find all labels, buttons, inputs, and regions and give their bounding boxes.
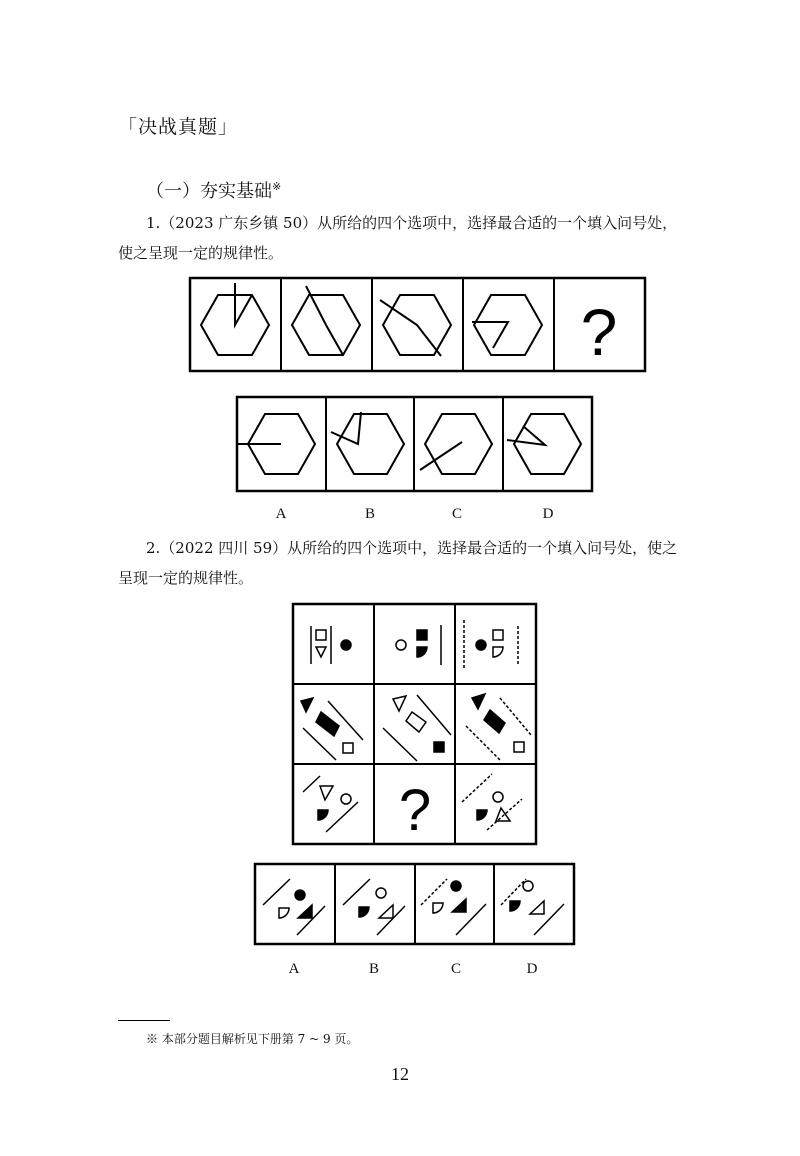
question-2-line2: 呈现一定的规律性。: [118, 569, 254, 587]
q2-option-a: [263, 879, 325, 935]
q2-label-b: B: [368, 961, 379, 977]
q2-option-d: [501, 879, 564, 935]
footnote-rule: [118, 1020, 170, 1021]
footnote-mark-icon: ※: [146, 1032, 159, 1046]
q1-label-c: C: [451, 506, 462, 522]
q2-cell-1-2: [396, 625, 441, 665]
question-1-line2: 使之呈现一定的规律性。: [118, 244, 284, 262]
question-1-line1: 1.（2023 广东乡镇 50）从所给的四个选项中，选择最合适的一个填入问号处，: [146, 214, 678, 232]
subsection-title-text: （一）夯实基础: [146, 181, 272, 202]
q1-label-a: A: [275, 506, 287, 522]
footnote-mark-icon: ※: [272, 180, 282, 193]
q1-question-mark: ?: [580, 295, 618, 369]
section-title: 「决战真题」: [118, 116, 239, 138]
q2-option-c: [421, 879, 486, 935]
q2-cell-1-1: [311, 626, 351, 664]
q2-cell-2-1: [301, 698, 363, 760]
q1-label-b: B: [364, 506, 375, 522]
q2-cell-3-3: [462, 774, 522, 830]
q2-cell-2-2: [383, 695, 451, 761]
q2-question-mark: ?: [398, 778, 432, 843]
q2-option-b: [343, 879, 405, 935]
q1-label-d: D: [542, 506, 554, 522]
footnote-text: 本部分题目解析见下册第 7 ~ 9 页。: [161, 1032, 359, 1046]
q2-label-c: C: [450, 961, 461, 977]
page-number: 12: [391, 1064, 409, 1084]
q2-cell-1-3: [464, 620, 518, 670]
q2-label-d: D: [526, 961, 538, 977]
footnote: [146, 1030, 358, 1047]
question-2-line1: 2.（2022 四川 59）从所给的四个选项中，选择最合适的一个填入问号处，使之: [146, 539, 678, 557]
q2-cell-3-1: [303, 776, 358, 832]
q2-label-a: A: [288, 961, 300, 977]
q2-cell-2-3: [466, 694, 531, 760]
